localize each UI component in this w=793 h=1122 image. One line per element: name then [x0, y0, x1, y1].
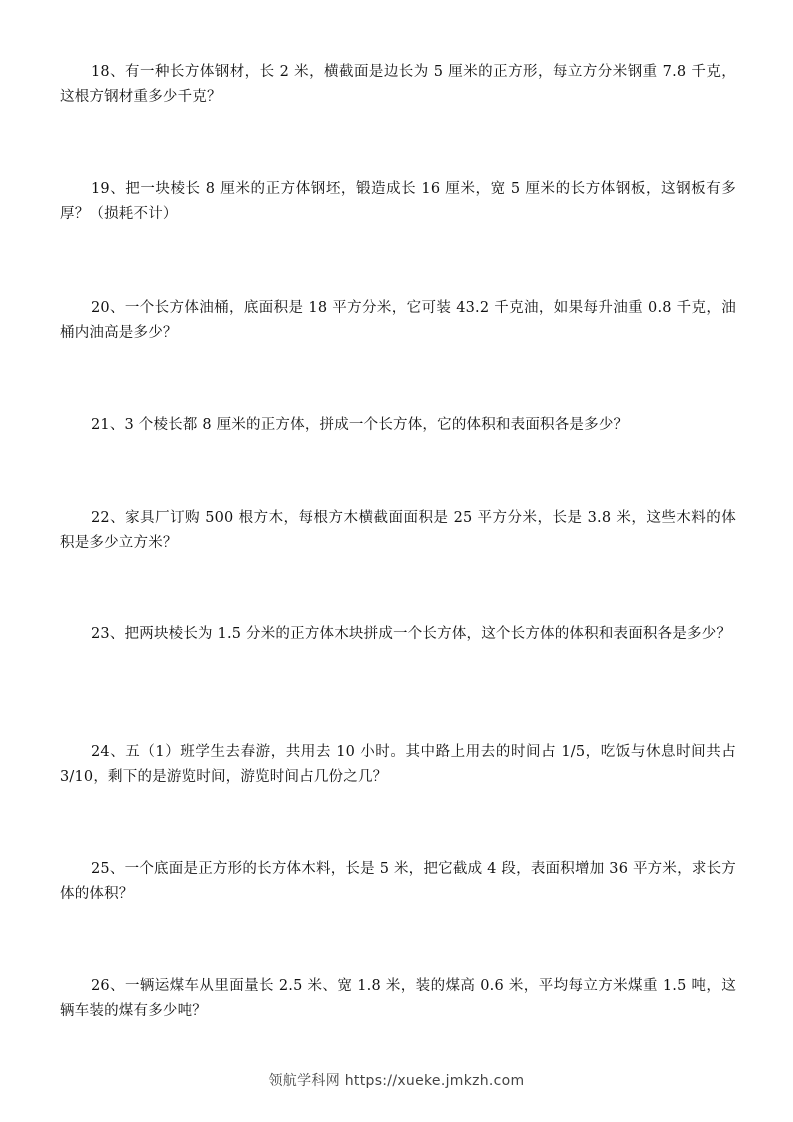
question-25: 25、一个底面是正方形的长方体木料，长是 5 米，把它截成 4 段，表面积增加 36 平方米，求长方体的体积？: [60, 861, 736, 902]
question-19: 19、把一块棱长 8 厘米的正方体钢坯，锻造成长 16 厘米，宽 5 厘米的长方体钢板，这钢板有多厚？（损耗不计）: [60, 181, 736, 222]
footer-watermark: 领航学科网 https://xueke.jmkzh.com: [268, 1073, 525, 1089]
question-18: 18、有一种长方体钢材，长 2 米，横截面是边长为 5 厘米的正方形，每立方分米钢重 7.8 千克，这根方钢材重多少千克？: [60, 64, 736, 105]
question-23: 23、把两块棱长为 1.5 分米的正方体木块拼成一个长方体，这个长方体的体积和表面积各是多少？: [91, 626, 732, 642]
question-20: 20、一个长方体油桶，底面积是 18 平方分米，它可装 43.2 千克油，如果每升油重 0.8 千克，油桶内油高是多少？: [60, 300, 736, 341]
question-21: 21、3 个棱长都 8 厘米的正方体，拼成一个长方体，它的体积和表面积各是多少？: [91, 417, 629, 433]
question-24: 24、五（1）班学生去春游，共用去 10 小时。其中路上用去的时间占 1/5，吃饭与休息时间共占 3/10，剩下的是游览时间，游览时间占几份之几？: [60, 744, 736, 785]
question-26: 26、一辆运煤车从里面量长 2.5 米、宽 1.8 米，装的煤高 0.6 米，平均每立方米煤重 1.5 吨，这辆车装的煤有多少吨？: [60, 978, 736, 1019]
question-22: 22、家具厂订购 500 根方木，每根方木横截面面积是 25 平方分米，长是 3.8 米，这些木料的体积是多少立方米？: [60, 510, 736, 551]
